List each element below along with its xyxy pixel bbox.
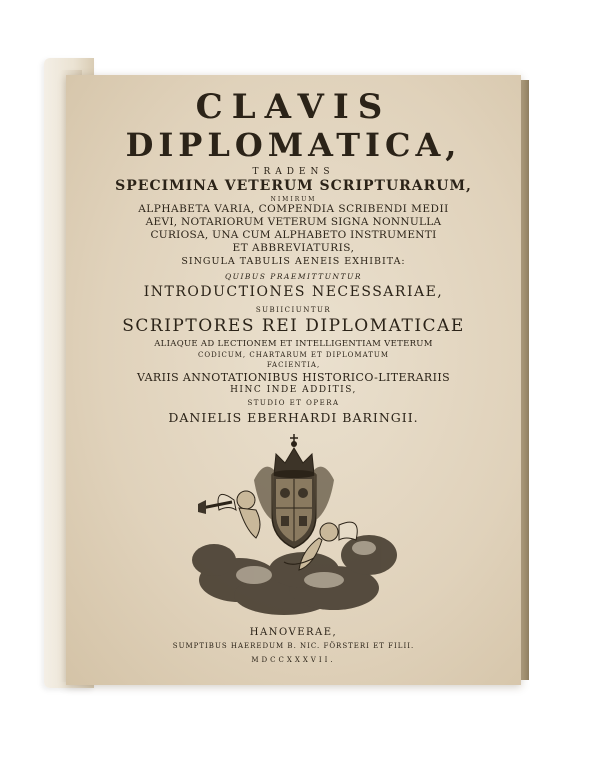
title-line-4: SPECIMINA VETERUM SCRIPTURARUM, — [115, 178, 472, 194]
title-line-2: DIPLOMATICA, — [125, 126, 462, 164]
title-line-8: CURIOSA, UNA CUM ALPHABETO INSTRUMENTI — [150, 229, 437, 241]
author-line: DANIELIS EBERHARDI BARINGII. — [168, 410, 419, 425]
title-line-3: TRADENS — [252, 167, 335, 177]
title-page-text — [66, 75, 521, 685]
title-line-15: ALIAQUE AD LECTIONEM ET INTELLIGENTIAM VETERUM — [154, 339, 433, 349]
crown-coat-of-arms-with-cherubs-icon — [184, 430, 404, 625]
title-line-18: VARIIS ANNOTATIONIBUS HISTORICO-LITERARIIS — [136, 371, 451, 384]
title-line-19: HINC INDE ADDITIS, — [230, 385, 357, 395]
title-line-13: SUBIICIUNTUR — [255, 306, 332, 314]
title-line-16: CODICUM, CHARTARUM ET DIPLOMATUM — [198, 351, 389, 359]
title-line-9: ET ABBREVIATURIS, — [232, 242, 355, 254]
title-line-20: STUDIO ET OPERA — [247, 399, 340, 407]
imprint-place: HANOVERAE, — [249, 627, 338, 638]
title-line-11: QUIBUS PRAEMITTUNTUR — [224, 272, 362, 281]
title-line-1: CLAVIS — [195, 87, 392, 127]
imprint-publisher: SUMPTIBUS HAEREDUM B. NIC. FÖRSTERI ET FILII. — [172, 642, 415, 650]
title-line-14: SCRIPTORES REI DIPLOMATICAE — [122, 316, 465, 336]
title-line-10: SINGULA TABULIS AENEIS EXHIBITA: — [181, 256, 406, 267]
title-line-12: INTRODUCTIONES NECESSARIAE, — [143, 284, 444, 300]
title-line-7: AEVI, NOTARIORUM VETERUM SIGNA NONNULLA — [145, 216, 442, 228]
title-line-5: NIMIRUM — [270, 196, 317, 203]
title-page — [66, 75, 521, 685]
title-line-6: ALPHABETA VARIA, COMPENDIA SCRIBENDI MEDII — [138, 203, 449, 215]
imprint-year: MDCCXXXVII. — [251, 656, 336, 664]
title-line-17: FACIENTIA, — [266, 361, 321, 369]
